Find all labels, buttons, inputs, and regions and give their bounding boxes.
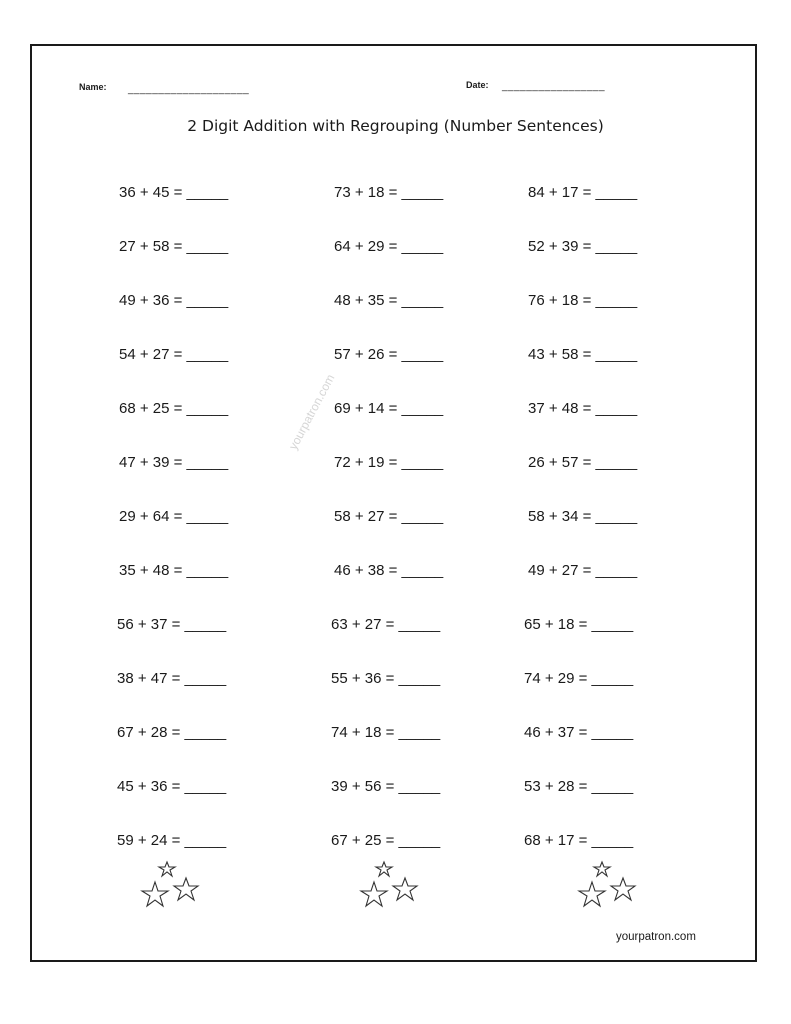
name-line[interactable]: ____________________ [128, 84, 250, 95]
problem-item[interactable]: 36 + 45 = _____ [119, 184, 229, 201]
problem-item[interactable]: 49 + 27 = _____ [528, 562, 638, 579]
problem-item[interactable]: 49 + 36 = _____ [119, 292, 229, 309]
problem-item[interactable]: 52 + 39 = _____ [528, 238, 638, 255]
problem-item[interactable]: 27 + 58 = _____ [119, 238, 229, 255]
problem-item[interactable]: 26 + 57 = _____ [528, 454, 638, 471]
problem-item[interactable]: 59 + 24 = _____ [117, 832, 227, 849]
date-label: Date: [466, 80, 489, 90]
stars-doodle-icon [137, 858, 207, 918]
worksheet-title: 2 Digit Addition with Regrouping (Number Sentences) [187, 117, 604, 135]
problem-item[interactable]: 47 + 39 = _____ [119, 454, 229, 471]
problem-item[interactable]: 69 + 14 = _____ [334, 400, 444, 417]
problem-item[interactable]: 39 + 56 = _____ [331, 778, 441, 795]
footer-site: yourpatron.com [616, 931, 696, 943]
problem-item[interactable]: 48 + 35 = _____ [334, 292, 444, 309]
date-line[interactable]: _________________ [502, 81, 606, 92]
problem-item[interactable]: 72 + 19 = _____ [334, 454, 444, 471]
problem-item[interactable]: 54 + 27 = _____ [119, 346, 229, 363]
problem-item[interactable]: 55 + 36 = _____ [331, 670, 441, 687]
problem-item[interactable]: 73 + 18 = _____ [334, 184, 444, 201]
name-label: Name: [79, 82, 107, 92]
problem-item[interactable]: 84 + 17 = _____ [528, 184, 638, 201]
problem-item[interactable]: 67 + 25 = _____ [331, 832, 441, 849]
problem-item[interactable]: 58 + 27 = _____ [334, 508, 444, 525]
problem-item[interactable]: 57 + 26 = _____ [334, 346, 444, 363]
stars-doodle-icon [356, 858, 426, 918]
problem-item[interactable]: 67 + 28 = _____ [117, 724, 227, 741]
problem-item[interactable]: 58 + 34 = _____ [528, 508, 638, 525]
stars-doodle-icon [574, 858, 644, 918]
problem-item[interactable]: 43 + 58 = _____ [528, 346, 638, 363]
problem-item[interactable]: 38 + 47 = _____ [117, 670, 227, 687]
watermark: yourpatron.com [285, 371, 338, 453]
problem-item[interactable]: 29 + 64 = _____ [119, 508, 229, 525]
problem-item[interactable]: 68 + 25 = _____ [119, 400, 229, 417]
problem-item[interactable]: 65 + 18 = _____ [524, 616, 634, 633]
problem-item[interactable]: 74 + 29 = _____ [524, 670, 634, 687]
problem-item[interactable]: 46 + 37 = _____ [524, 724, 634, 741]
problem-item[interactable]: 64 + 29 = _____ [334, 238, 444, 255]
problem-item[interactable]: 37 + 48 = _____ [528, 400, 638, 417]
problem-item[interactable]: 56 + 37 = _____ [117, 616, 227, 633]
problem-item[interactable]: 76 + 18 = _____ [528, 292, 638, 309]
problem-item[interactable]: 35 + 48 = _____ [119, 562, 229, 579]
problem-item[interactable]: 68 + 17 = _____ [524, 832, 634, 849]
problem-item[interactable]: 74 + 18 = _____ [331, 724, 441, 741]
page-border [30, 44, 757, 962]
problem-item[interactable]: 63 + 27 = _____ [331, 616, 441, 633]
problem-item[interactable]: 53 + 28 = _____ [524, 778, 634, 795]
problem-item[interactable]: 46 + 38 = _____ [334, 562, 444, 579]
problem-item[interactable]: 45 + 36 = _____ [117, 778, 227, 795]
